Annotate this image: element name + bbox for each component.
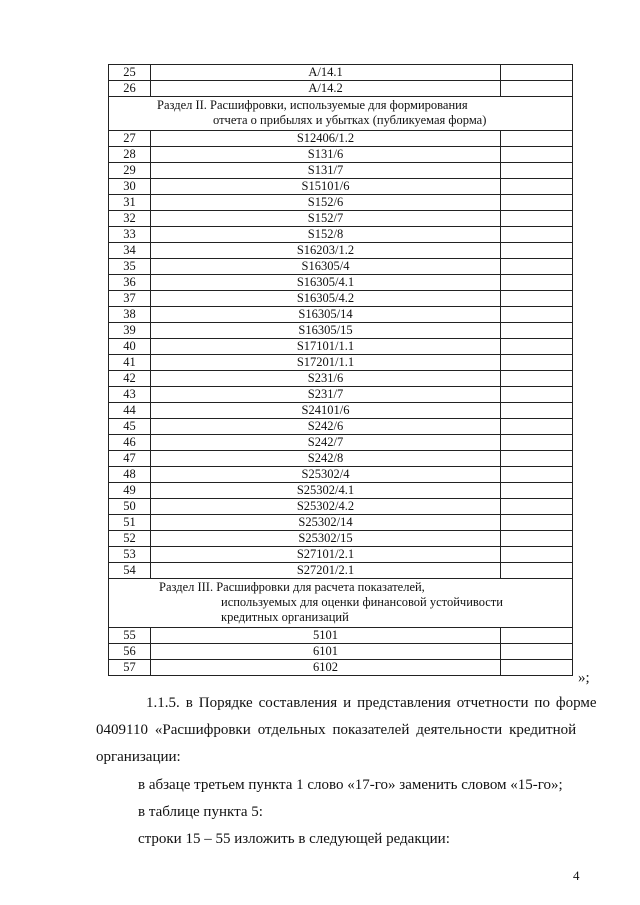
row-code-cell: S25302/14 xyxy=(151,515,501,531)
row-extra-cell xyxy=(501,275,573,291)
row-code-cell: S25302/4.1 xyxy=(151,483,501,499)
row-extra-cell xyxy=(501,259,573,275)
row-extra-cell xyxy=(501,179,573,195)
row-extra-cell xyxy=(501,323,573,339)
table-row xyxy=(109,227,573,243)
row-extra-cell xyxy=(501,515,573,531)
row-code-cell: S231/7 xyxy=(151,387,501,403)
row-extra-cell xyxy=(501,387,573,403)
row-code-cell: S15101/6 xyxy=(151,179,501,195)
section-3-header-body xyxy=(109,579,573,628)
row-extra-cell xyxy=(501,483,573,499)
row-extra-cell xyxy=(501,419,573,435)
row-extra-cell xyxy=(501,307,573,323)
row-number-cell: 28 xyxy=(109,147,151,163)
row-number-cell: 38 xyxy=(109,307,151,323)
row-code-cell: S25302/4 xyxy=(151,467,501,483)
row-number-cell: 35 xyxy=(109,259,151,275)
row-extra-cell xyxy=(501,371,573,387)
table-row xyxy=(109,81,573,97)
row-extra-cell xyxy=(501,355,573,371)
table-row xyxy=(109,147,573,163)
table-row xyxy=(109,243,573,259)
table-row xyxy=(109,179,573,195)
row-extra-cell xyxy=(501,563,573,579)
row-code-cell: S17101/1.1 xyxy=(151,339,501,355)
paragraph-amendment-3: строки 15 – 55 изложить в следующей редакции: xyxy=(138,831,450,847)
paragraph-form-name: 0409110 «Расшифровки отдельных показателей деятельности кредитной xyxy=(96,722,577,738)
table-row xyxy=(109,355,573,371)
row-extra-cell xyxy=(501,644,573,660)
section-3-title-line1: Раздел III. Расшифровки для расчета показателей, xyxy=(159,580,425,594)
row-code-cell: S152/8 xyxy=(151,227,501,243)
table-row xyxy=(109,131,573,147)
row-code-cell: S16203/1.2 xyxy=(151,243,501,259)
section-2-title-line2: отчета о прибылях и убытках (публикуемая форма) xyxy=(213,113,487,127)
paragraph-amendment-2: в таблице пункта 5: xyxy=(138,804,263,820)
row-extra-cell xyxy=(501,147,573,163)
row-extra-cell xyxy=(501,628,573,644)
table-row xyxy=(109,163,573,179)
row-extra-cell xyxy=(501,243,573,259)
row-extra-cell xyxy=(501,339,573,355)
row-number-cell: 37 xyxy=(109,291,151,307)
row-code-cell: S16305/4.2 xyxy=(151,291,501,307)
row-number-cell: 56 xyxy=(109,644,151,660)
section-2-header-row xyxy=(109,97,573,131)
row-code-cell: S16305/15 xyxy=(151,323,501,339)
paragraph-amendment-1: в абзаце третьем пункта 1 слово «17-го» заменить словом «15-го»; xyxy=(138,777,563,793)
row-number-cell: 57 xyxy=(109,660,151,676)
row-code-cell: S27201/2.1 xyxy=(151,563,501,579)
table-row xyxy=(109,387,573,403)
row-code-cell: S131/6 xyxy=(151,147,501,163)
row-code-cell: A/14.1 xyxy=(151,65,501,81)
row-number-cell: 51 xyxy=(109,515,151,531)
row-extra-cell xyxy=(501,499,573,515)
row-extra-cell xyxy=(501,163,573,179)
row-number-cell: 31 xyxy=(109,195,151,211)
row-number-cell: 32 xyxy=(109,211,151,227)
row-code-cell: S242/8 xyxy=(151,451,501,467)
row-code-cell: S16305/4.1 xyxy=(151,275,501,291)
row-extra-cell xyxy=(501,547,573,563)
reporting-codes-table xyxy=(108,64,573,676)
row-code-cell: 6102 xyxy=(151,660,501,676)
section-3-title-line2: используемых для оценки финансовой устойчивости xyxy=(221,595,503,609)
section-3-header-cell xyxy=(109,579,573,628)
row-code-cell: S242/7 xyxy=(151,435,501,451)
table-row xyxy=(109,451,573,467)
row-number-cell: 54 xyxy=(109,563,151,579)
row-code-cell: S24101/6 xyxy=(151,403,501,419)
row-number-cell: 48 xyxy=(109,467,151,483)
table-row xyxy=(109,403,573,419)
row-code-cell: S242/6 xyxy=(151,419,501,435)
table-row xyxy=(109,547,573,563)
row-code-cell: S17201/1.1 xyxy=(151,355,501,371)
paragraph-1-1-5: 1.1.5. в Порядке составления и представления отчетности по форме xyxy=(146,695,597,711)
row-code-cell: S27101/2.1 xyxy=(151,547,501,563)
table-row xyxy=(109,259,573,275)
closing-quote: »; xyxy=(578,670,590,686)
table-row xyxy=(109,339,573,355)
row-code-cell: S12406/1.2 xyxy=(151,131,501,147)
table-row xyxy=(109,195,573,211)
row-number-cell: 41 xyxy=(109,355,151,371)
row-number-cell: 40 xyxy=(109,339,151,355)
row-number-cell: 27 xyxy=(109,131,151,147)
table-row xyxy=(109,307,573,323)
row-extra-cell xyxy=(501,131,573,147)
table-row xyxy=(109,531,573,547)
table-row xyxy=(109,467,573,483)
table-row xyxy=(109,660,573,676)
row-number-cell: 52 xyxy=(109,531,151,547)
row-extra-cell xyxy=(501,467,573,483)
section-3-header-row xyxy=(109,579,573,628)
row-number-cell: 55 xyxy=(109,628,151,644)
page-number: 4 xyxy=(573,868,580,883)
row-number-cell: 39 xyxy=(109,323,151,339)
row-code-cell: S152/7 xyxy=(151,211,501,227)
section-3-title-line3: кредитных организаций xyxy=(221,610,349,624)
row-extra-cell xyxy=(501,531,573,547)
table-row xyxy=(109,628,573,644)
row-extra-cell xyxy=(501,435,573,451)
row-extra-cell xyxy=(501,81,573,97)
row-code-cell: S16305/14 xyxy=(151,307,501,323)
row-number-cell: 50 xyxy=(109,499,151,515)
section-2-title-line1: Раздел II. Расшифровки, используемые для формирования xyxy=(157,98,468,112)
row-number-cell: 44 xyxy=(109,403,151,419)
row-code-cell: S16305/4 xyxy=(151,259,501,275)
table-row xyxy=(109,563,573,579)
section-2-header-cell xyxy=(109,97,573,131)
row-number-cell: 26 xyxy=(109,81,151,97)
row-extra-cell xyxy=(501,660,573,676)
row-extra-cell xyxy=(501,195,573,211)
row-code-cell: S25302/15 xyxy=(151,531,501,547)
row-extra-cell xyxy=(501,65,573,81)
row-code-cell: A/14.2 xyxy=(151,81,501,97)
row-code-cell: S231/6 xyxy=(151,371,501,387)
row-number-cell: 47 xyxy=(109,451,151,467)
row-code-cell: S131/7 xyxy=(151,163,501,179)
row-extra-cell xyxy=(501,211,573,227)
table-row xyxy=(109,419,573,435)
row-number-cell: 30 xyxy=(109,179,151,195)
row-extra-cell xyxy=(501,227,573,243)
table-body-section-3 xyxy=(109,628,573,676)
row-number-cell: 42 xyxy=(109,371,151,387)
table-body-section-2 xyxy=(109,131,573,579)
row-code-cell: 6101 xyxy=(151,644,501,660)
table-row xyxy=(109,499,573,515)
table-row xyxy=(109,275,573,291)
row-extra-cell xyxy=(501,403,573,419)
row-extra-cell xyxy=(501,291,573,307)
table-row xyxy=(109,65,573,81)
row-number-cell: 45 xyxy=(109,419,151,435)
row-number-cell: 49 xyxy=(109,483,151,499)
table-row xyxy=(109,291,573,307)
row-number-cell: 43 xyxy=(109,387,151,403)
row-code-cell: 5101 xyxy=(151,628,501,644)
table-row xyxy=(109,323,573,339)
row-number-cell: 46 xyxy=(109,435,151,451)
row-code-cell: S152/6 xyxy=(151,195,501,211)
row-number-cell: 33 xyxy=(109,227,151,243)
row-number-cell: 29 xyxy=(109,163,151,179)
section-2-header-body xyxy=(109,97,573,131)
row-code-cell: S25302/4.2 xyxy=(151,499,501,515)
paragraph-organization: организации: xyxy=(96,749,181,765)
row-number-cell: 36 xyxy=(109,275,151,291)
row-number-cell: 25 xyxy=(109,65,151,81)
table-body-top xyxy=(109,65,573,97)
row-number-cell: 53 xyxy=(109,547,151,563)
table-row xyxy=(109,483,573,499)
table-row xyxy=(109,371,573,387)
row-number-cell: 34 xyxy=(109,243,151,259)
row-extra-cell xyxy=(501,451,573,467)
table-row xyxy=(109,515,573,531)
table-row xyxy=(109,435,573,451)
table-row xyxy=(109,211,573,227)
table-row xyxy=(109,644,573,660)
